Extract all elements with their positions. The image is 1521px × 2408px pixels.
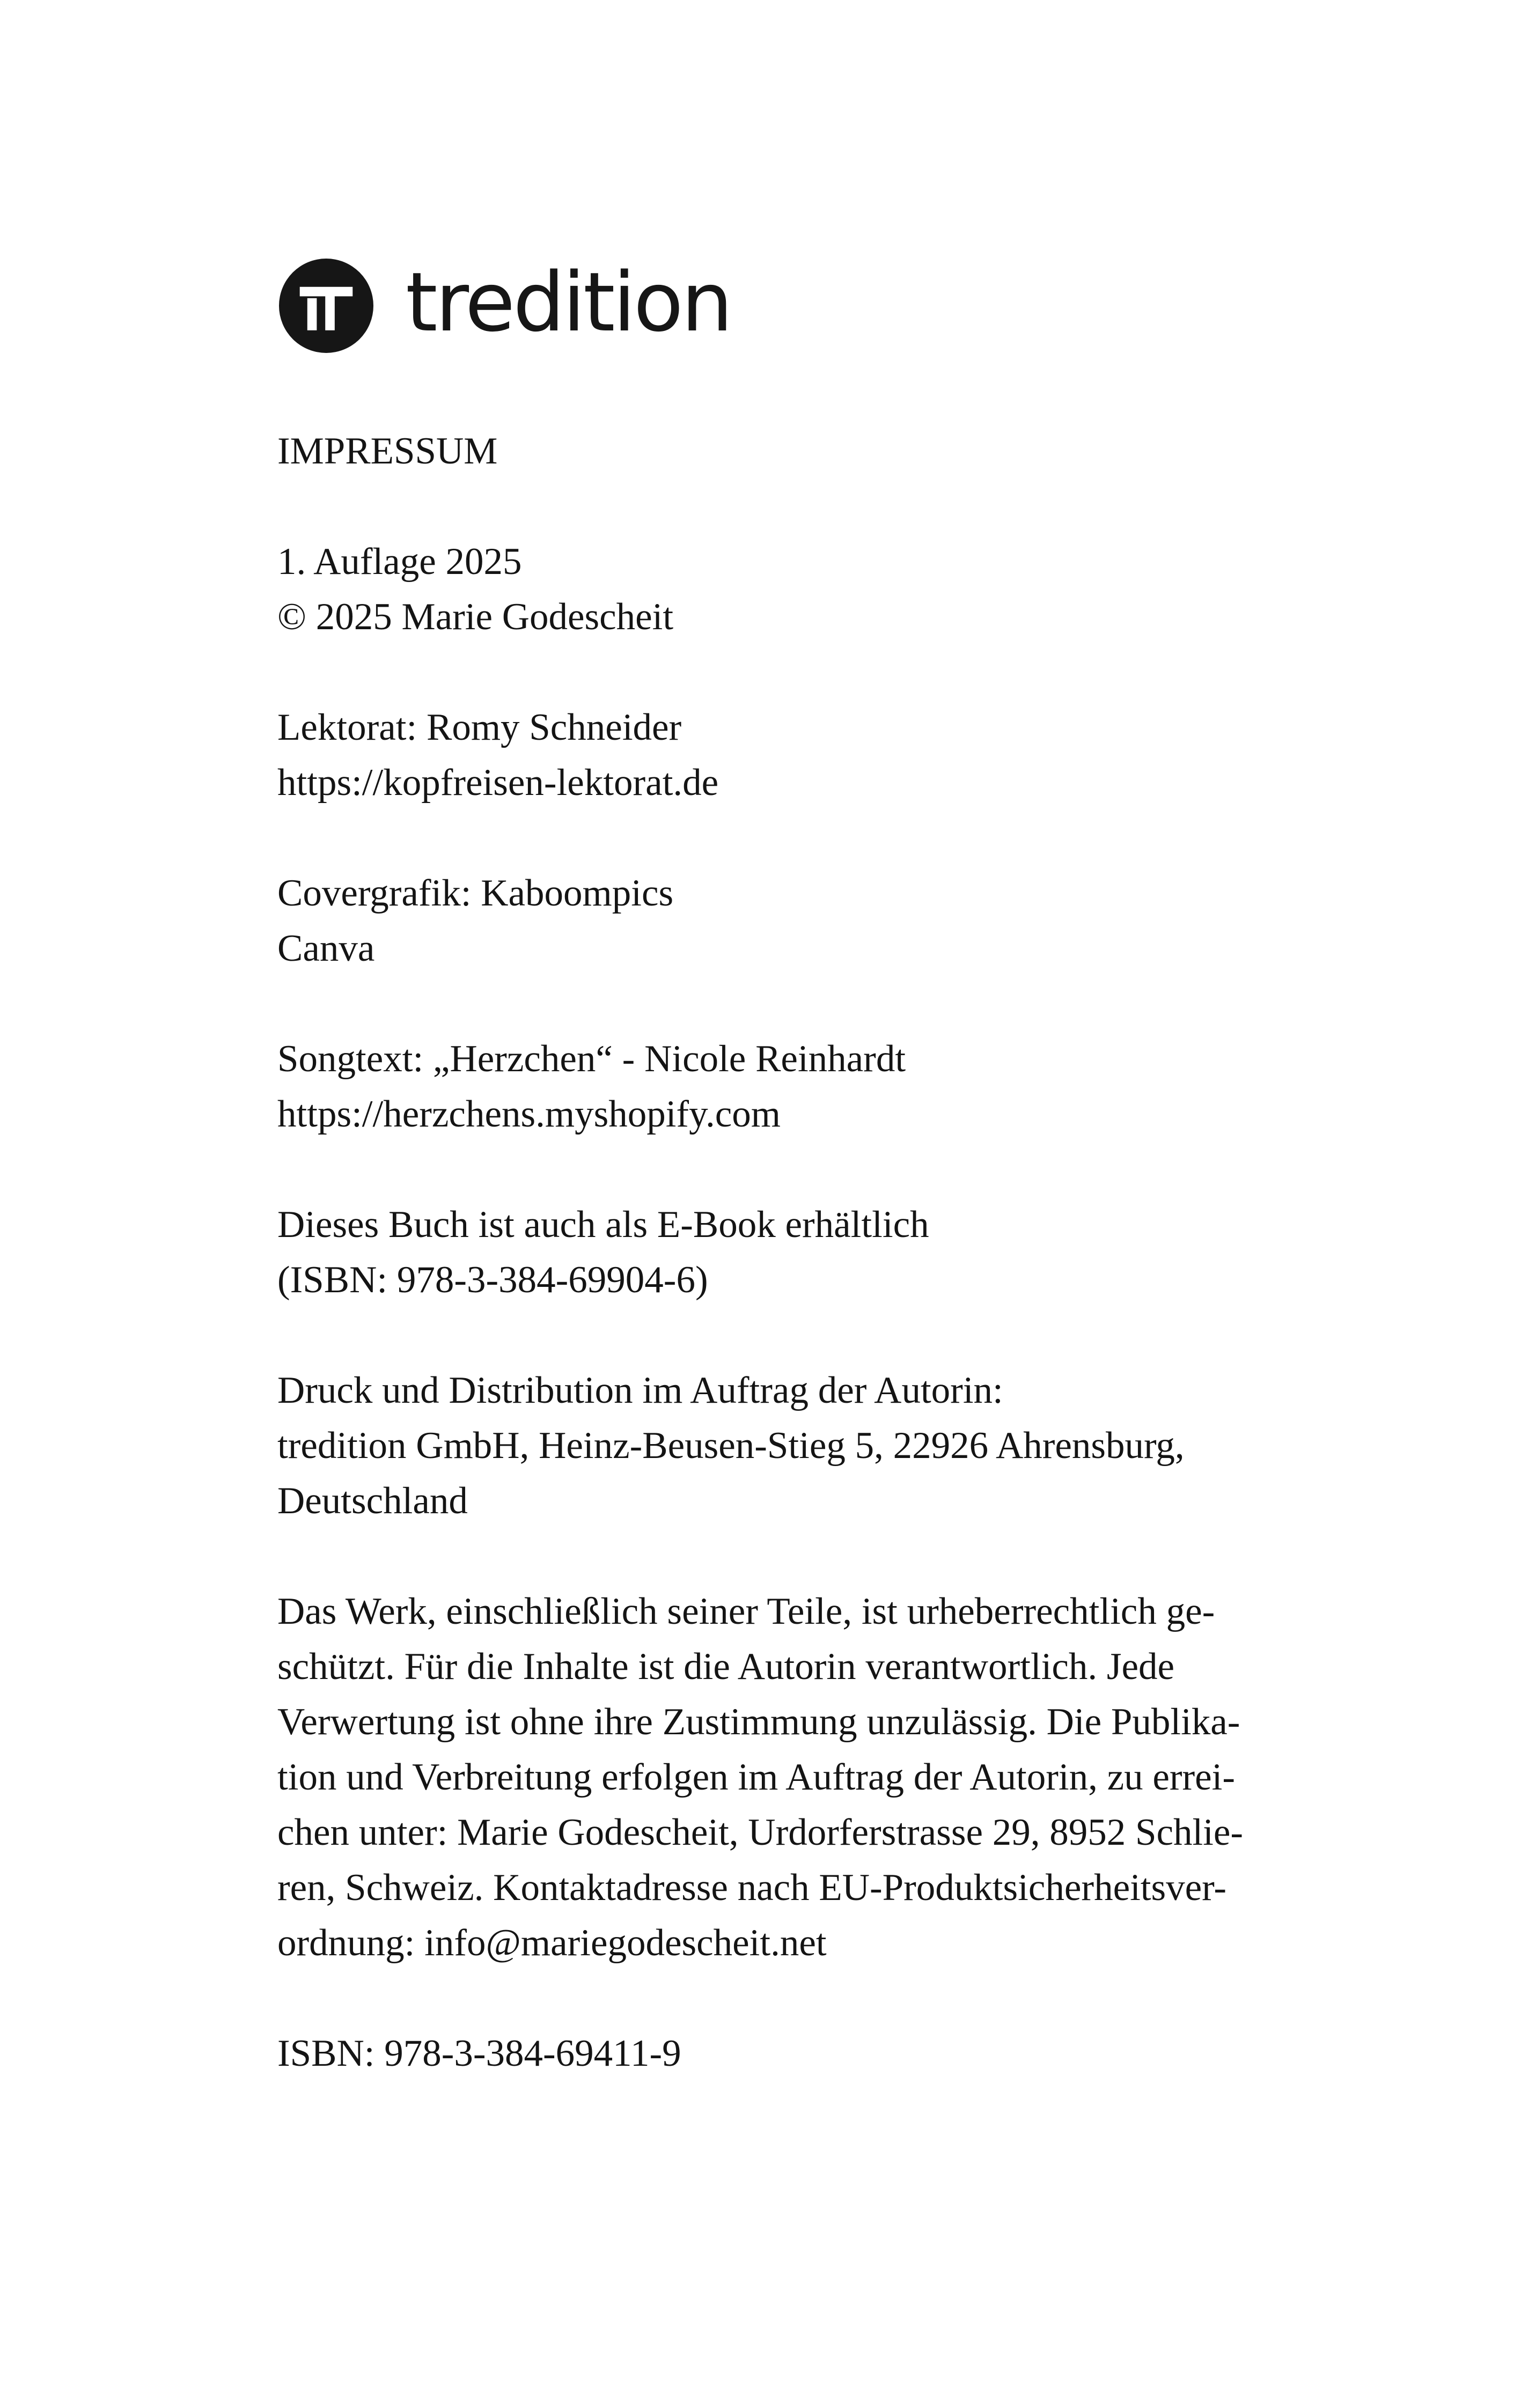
edition-line: 1. Auflage 2025 bbox=[277, 541, 522, 583]
printing-line-1: Druck und Distribution im Auftrag der Autorin: bbox=[277, 1369, 1003, 1411]
printing-block bbox=[277, 1363, 1297, 1529]
legal-line: schützt. Für die Inhalte ist die Autorin verantwortlich. Jede bbox=[277, 1646, 1175, 1688]
editor-line: Lektorat: Romy Schneider bbox=[277, 706, 682, 748]
lyrics-credit-line: Songtext: „Herzchen“ - Nicole Reinhardt bbox=[277, 1038, 906, 1080]
printing-line-2: tredition GmbH, Heinz-Beusen-Stieg 5, 22926 Ahrensburg, bbox=[277, 1425, 1185, 1467]
legal-line: ordnung: info@mariegodescheit.net bbox=[277, 1922, 827, 1964]
ebook-line: Dieses Buch ist auch als E-Book erhältlich bbox=[277, 1204, 929, 1246]
ebook-isbn: (ISBN: 978-3-384-69904-6) bbox=[277, 1259, 708, 1301]
imprint-content bbox=[277, 424, 1297, 2137]
editing-block bbox=[277, 700, 1297, 811]
imprint-heading: IMPRESSUM bbox=[277, 430, 498, 472]
lyrics-block bbox=[277, 1032, 1297, 1142]
publisher-logo bbox=[279, 252, 731, 359]
printing-line-3: Deutschland bbox=[277, 1480, 468, 1522]
ebook-block bbox=[277, 1197, 1297, 1308]
tredition-logo-icon bbox=[279, 259, 373, 353]
legal-line: Verwertung ist ohne ihre Zustimmung unzulässig. Die Publika- bbox=[277, 1701, 1240, 1743]
cover-credit-line: Covergrafik: Kaboompics bbox=[277, 872, 674, 914]
lyrics-url: https://herzchens.myshopify.com bbox=[277, 1093, 781, 1135]
legal-block bbox=[277, 1584, 1297, 1971]
legal-line: ren, Schweiz. Kontaktadresse nach EU-Produktsicherheitsver- bbox=[277, 1867, 1227, 1909]
legal-line: tion und Verbreitung erfolgen im Auftrag der Autorin, zu errei- bbox=[277, 1756, 1236, 1798]
cover-tool-line: Canva bbox=[277, 927, 375, 969]
legal-line: Das Werk, einschließlich seiner Teile, ist urheberrechtlich ge- bbox=[277, 1590, 1215, 1632]
isbn-line: ISBN: 978-3-384-69411-9 bbox=[277, 2033, 681, 2074]
imprint-heading-block bbox=[277, 424, 1297, 479]
cover-block bbox=[277, 866, 1297, 976]
copyright-line: © 2025 Marie Godescheit bbox=[277, 596, 674, 638]
isbn-block bbox=[277, 2026, 1297, 2081]
edition-block bbox=[277, 534, 1297, 645]
publisher-logo-text: tredition bbox=[406, 255, 731, 350]
legal-line: chen unter: Marie Godescheit, Urdorferstrasse 29, 8952 Schlie- bbox=[277, 1811, 1244, 1853]
editor-url: https://kopfreisen-lektorat.de bbox=[277, 762, 719, 804]
